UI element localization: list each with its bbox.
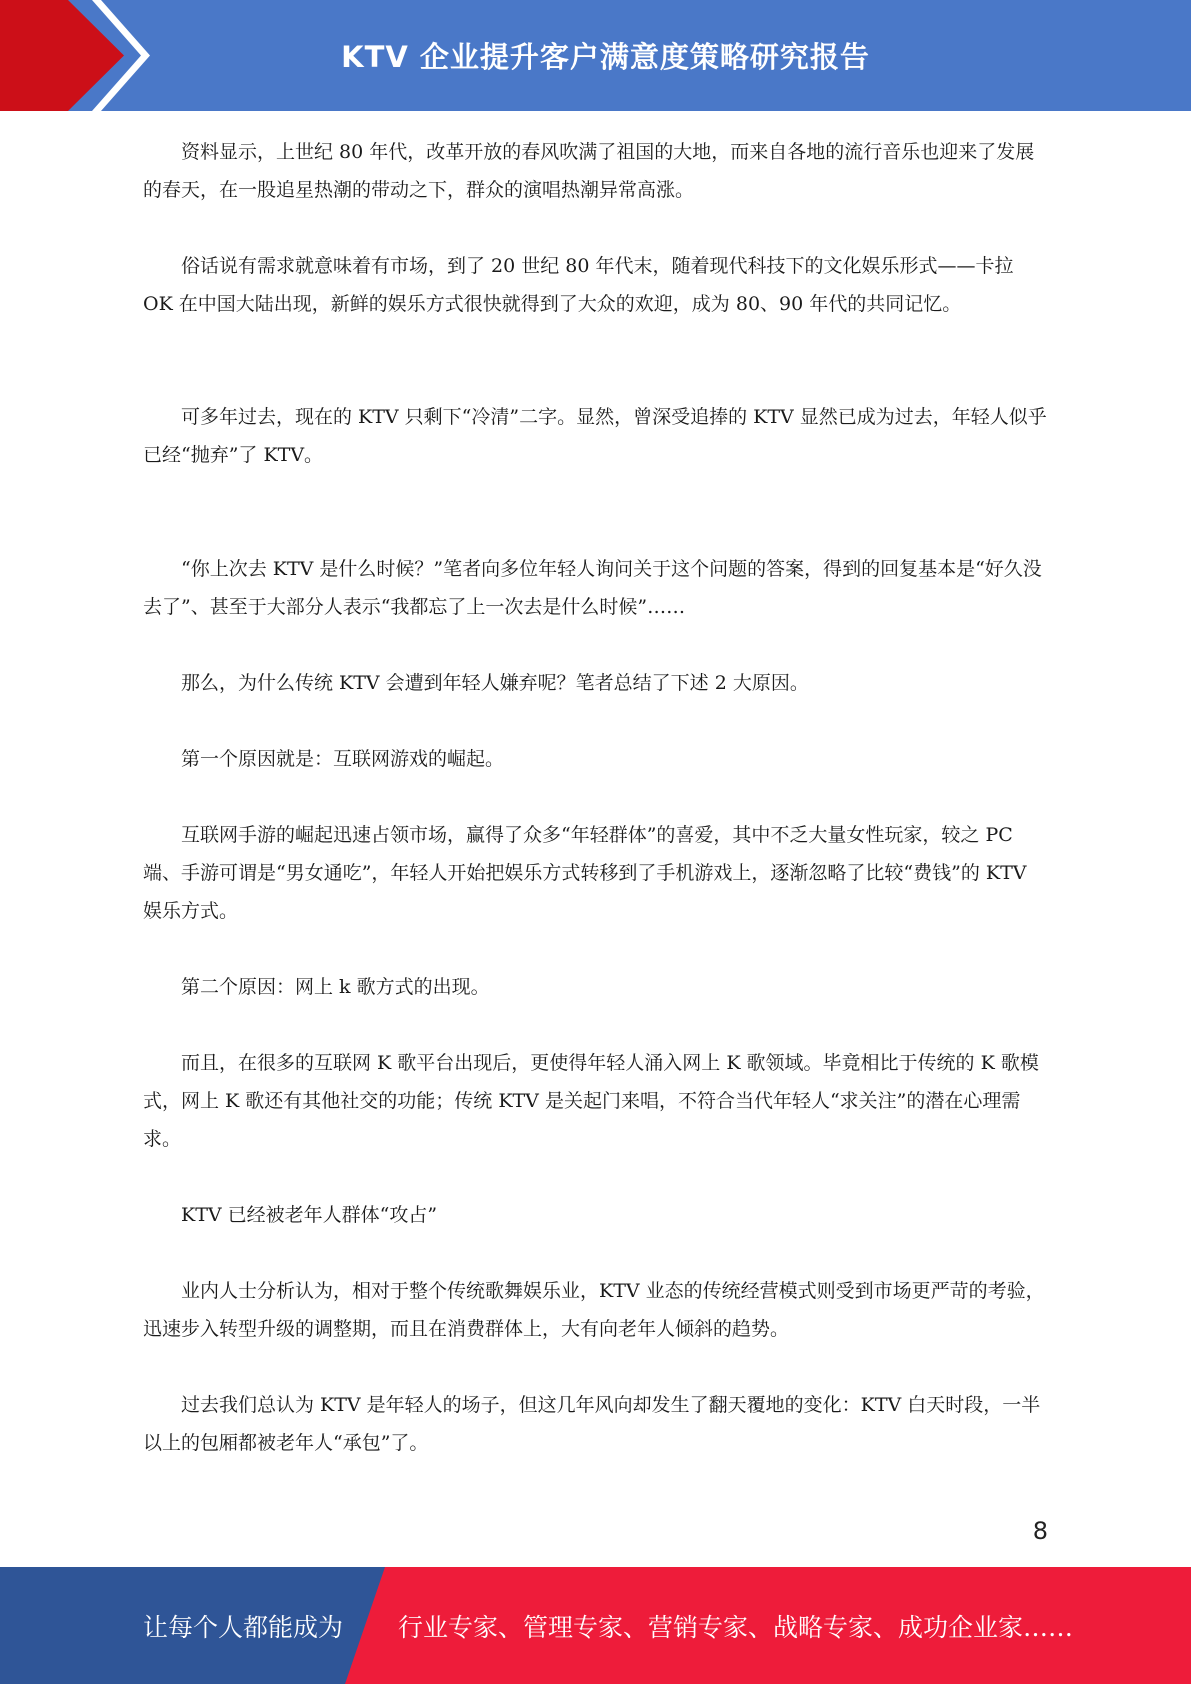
paragraph-10: 业内人士分析认为，相对于整个传统歌舞娱乐业，KTV 业态的传统经营模式则受到市场更严苛的考验，迅速步入转型升级的调整期，而且在消费群体上，大有向老年人倾斜的趋势。 bbox=[143, 1280, 1045, 1340]
paragraph-2: 俗话说有需求就意味着有市场，到了 20 世纪 80 年代末，随着现代科技下的文化娱乐形式——卡拉 OK 在中国大陆出现，新鲜的娱乐方式很快就得到了大众的欢迎，成为 80、90 年代的共同记忆。 bbox=[143, 255, 1014, 315]
paragraph-9: 而且，在很多的互联网 K 歌平台出现后，更使得年轻人涌入网上 K 歌领域。毕竟相比于传统的 K 歌模式，网上 K 歌还有其他社交的功能；传统 KTV 是关起门来唱，不符合当代年轻人“求关注”的潜在心理需求。 bbox=[143, 1052, 1039, 1150]
footer-slogan-left: 让每个人都能成为 bbox=[143, 1612, 344, 1642]
page-number: 8 bbox=[1032, 1517, 1048, 1545]
section-heading: KTV 已经被老年人群体“攻占” bbox=[181, 1204, 438, 1226]
paragraph-5: 那么，为什么传统 KTV 会遭到年轻人嫌弃呢？笔者总结了下述 2 大原因。 bbox=[181, 672, 809, 694]
paragraph-8: 第二个原因：网上 k 歌方式的出现。 bbox=[181, 976, 490, 998]
paragraph-7: 互联网手游的崛起迅速占领市场，赢得了众多“年轻群体”的喜爱，其中不乏大量女性玩家，较之 PC 端、手游可谓是“男女通吃”，年轻人开始把娱乐方式转移到了手机游戏上，逐渐忽略了比较“费钱”的 KTV 娱乐方式。 bbox=[143, 824, 1027, 922]
footer-slogan-right: 行业专家、管理专家、营销专家、战略专家、成功企业家…… bbox=[398, 1612, 1074, 1642]
report-title: KTV 企业提升客户满意度策略研究报告 bbox=[341, 40, 870, 74]
report-footer bbox=[0, 1567, 1191, 1684]
paragraph-11: 过去我们总认为 KTV 是年轻人的场子，但这几年风向却发生了翻天覆地的变化：KTV 白天时段，一半以上的包厢都被老年人“承包”了。 bbox=[143, 1394, 1041, 1454]
paragraph-6: 第一个原因就是：互联网游戏的崛起。 bbox=[181, 748, 505, 770]
paragraph-4: “你上次去 KTV 是什么时候？”笔者向多位年轻人询问关于这个问题的答案，得到的回复基本是“好久没去了”、甚至于大部分人表示“我都忘了上一次去是什么时候”…… bbox=[143, 558, 1042, 618]
paragraph-1: 资料显示，上世纪 80 年代，改革开放的春风吹满了祖国的大地，而来自各地的流行音乐也迎来了发展的春天，在一股追星热潮的带动之下，群众的演唱热潮异常高涨。 bbox=[143, 141, 1035, 201]
report-header bbox=[0, 0, 1191, 111]
paragraph-3: 可多年过去，现在的 KTV 只剩下“冷清”二字。显然，曾深受追捧的 KTV 显然已成为过去，年轻人似乎已经“抛弃”了 KTV。 bbox=[143, 406, 1047, 466]
